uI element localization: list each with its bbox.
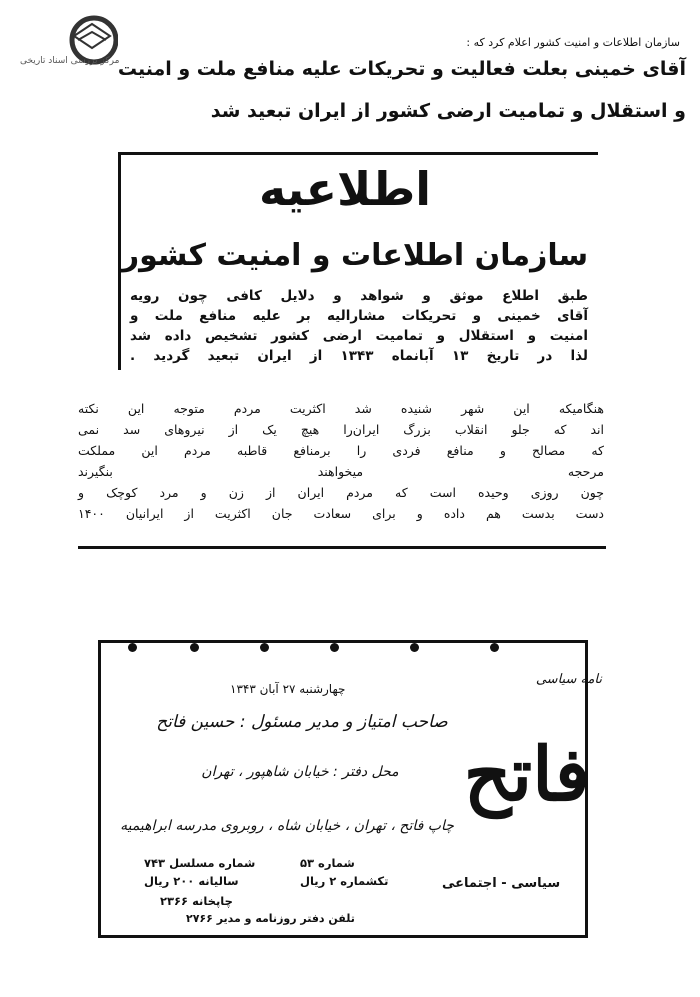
article-line: دست بدست هم داده و برای سعادت جان اکثریت از ایرانیان ۱۴۰۰ bbox=[78, 506, 604, 521]
announcement-line: امنیت و استقلال و تمامیت ارضی کشور تشخیص داده شد bbox=[130, 328, 588, 344]
masthead-dot-row bbox=[110, 643, 580, 655]
masthead-annual: سالیانه ۲۰۰ ریال bbox=[144, 874, 239, 888]
article-line: هنگامیکه این شهر شنیده شد اکثریت مردم متوجه این نکته bbox=[78, 401, 604, 416]
top-headline-line2: و استقلال و تمامیت ارضی کشور از ایران تبعید شد bbox=[210, 100, 686, 122]
announcement-title: اطلاعیه bbox=[258, 162, 432, 216]
masthead-phone: تلفن دفتر روزنامه و مدیر ۲۷۶۶ bbox=[186, 912, 355, 925]
masthead-newspaper-name: فاتح bbox=[463, 732, 590, 818]
dot-ornament bbox=[410, 643, 419, 652]
article-bottom-rule bbox=[78, 546, 606, 549]
announcement-line: لذا در تاریخ ۱۳ آبانماه ۱۳۴۳ از ایران تبعید گردید . bbox=[130, 348, 588, 364]
announcement-org: سازمان اطلاعات و امنیت کشور bbox=[121, 238, 589, 273]
masthead-kicker: نامه سیاسی bbox=[535, 672, 602, 687]
article-line: که مصالح و منافع فردی را برمنافع قاطبه مردم این مملکت bbox=[78, 443, 604, 458]
top-headline-line1: آقای خمینی بعلت فعالیت و تحریکات علیه منافع ملت و امنیت bbox=[117, 58, 686, 80]
masthead-owner: صاحب امتیاز و مدیر مسئول : حسین فاتح bbox=[156, 712, 448, 732]
masthead-press: چاپخانه ۲۳۶۶ bbox=[160, 894, 233, 908]
dot-ornament bbox=[128, 643, 137, 652]
watermark-text: مرکز بررسی اسناد تاریخی bbox=[20, 56, 120, 66]
masthead-genre: سیاسی - اجتماعی bbox=[442, 876, 561, 891]
article-body bbox=[78, 398, 604, 524]
top-caption: سازمان اطلاعات و امنیت کشور اعلام کرد که : bbox=[466, 36, 680, 49]
article-line: مرحجه میخواهند بنگیرند bbox=[78, 464, 604, 479]
masthead-price: تکشماره ۲ ریال bbox=[300, 874, 389, 888]
masthead-date: چهارشنبه ۲۷ آبان ۱۳۴۳ bbox=[230, 682, 346, 696]
announcement-body bbox=[130, 286, 588, 366]
article-line: چون روزی وحیده است که مردم ایران از زن و مرد کوچک و bbox=[78, 485, 604, 500]
masthead-issue: شماره ۵۳ bbox=[300, 856, 355, 870]
dot-ornament bbox=[190, 643, 199, 652]
dot-ornament bbox=[260, 643, 269, 652]
masthead-serial: شماره مسلسل ۷۴۳ bbox=[144, 856, 256, 870]
announcement-line: آقای خمینی و تحریکات مشارالیه بر علیه منافع ملت و bbox=[130, 308, 588, 324]
article-line: اند که جلو انقلاب بزرگ ایران‌را هیچ یک از نیروهای سد نمی bbox=[78, 422, 604, 437]
announcement-line: طبق اطلاع موثق و شواهد و دلایل کافی چون رویه bbox=[130, 288, 588, 304]
dot-ornament bbox=[490, 643, 499, 652]
masthead-office: محل دفتر : خیابان شاهپور ، تهران bbox=[201, 764, 399, 780]
dot-ornament bbox=[330, 643, 339, 652]
masthead-print: چاپ فاتح ، تهران ، خیابان شاه ، روبروی مدرسه ابراهیمیه bbox=[120, 818, 454, 834]
announcement-frame-top-rule bbox=[556, 152, 598, 155]
